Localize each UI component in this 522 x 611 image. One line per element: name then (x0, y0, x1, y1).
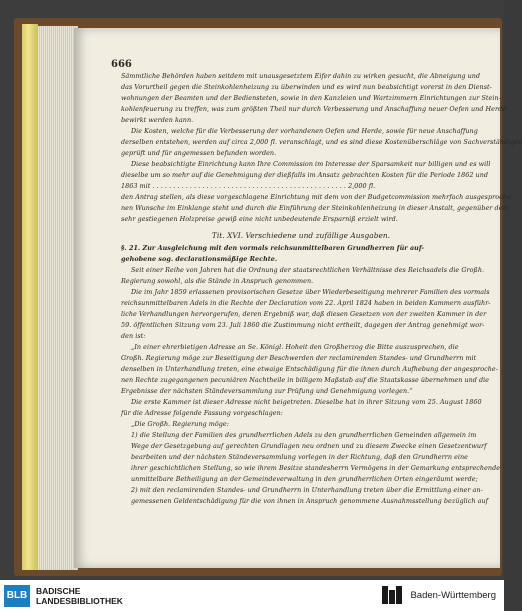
text-line: 1) die Stellung der Familien des grundherrlichen Adels zu den grundherrlichen Gemeinden allgemein im (131, 431, 477, 439)
blb-logo[interactable]: BLB (4, 585, 30, 607)
text-line: Sämmtliche Behörden haben seitdem mit unausgesetztem Eifer dahin zu wirken gesucht, die Abneigung und (121, 72, 481, 80)
document-page (74, 28, 522, 568)
bw-crest-icon (382, 586, 404, 604)
text-line: ihrer geschichtlichen Stellung, so wie ihrem Besitze standesherrn Vermögens in der Gemarkung entsprechende (131, 464, 501, 472)
text-line: sehr gestiegenen Holzpreise gewiß eine nicht unbedeutende Ersparniß erzielt wird. (121, 215, 398, 223)
text-line: für die Adresse folgende Fassung vorgeschlagen: (121, 409, 284, 417)
text-line: bewirkt werden kann. (121, 116, 194, 124)
text-line: 59. öffentlichen Sitzung vom 23. Juli 1860 die Zustimmung nicht ertheilt, dagegen der Antrag genehmigt wor- (121, 321, 485, 329)
text-line: Tit. XVI. Verschiedene und zufällige Ausgaben. (211, 231, 391, 240)
text-line: das Vorurtheil gegen die Steinkohlenheizung zu überwinden und es wird nun beabsichtigt vorerst in den Dienst- (121, 83, 492, 91)
text-line: gemessenen Geldentschädigung für die von ihnen in Anspruch genommene Ausnahmsstellung bezüglich auf (131, 497, 489, 505)
text-line: geprüft und für angemessen befunden worden. (121, 149, 277, 157)
text-line: Die Kosten, welche für die Verbesserung der vorhandenen Oefen und Herde, sowie für neue Anschaffung (131, 127, 478, 135)
text-line: denselben in Unterhandlung treten, eine etwaige Entschädigung für die ihnen durch Aufhebung der angesproche- (121, 365, 498, 373)
text-line: den ist: (121, 332, 146, 340)
text-line: „Die Großh. Regierung möge: (131, 420, 229, 428)
blb-library-name[interactable] (36, 586, 123, 606)
text-line: wohnungen der Beamten und der Bediensteten, sowie in den Kanzleien und Wartzimmern Einrichtungen zur Stein- (121, 94, 501, 102)
text-line: derselben entstehen, werden auf circa 2,000 fl. veranschlagt, und es sind diese Kostenüberschläge von Sachverständigen (121, 138, 522, 146)
blb-name-line1: BADISCHE (36, 585, 81, 596)
text-line: Seit einer Reihe von Jahren hat die Ordnung der staatsrechtlichen Verhältnisse des Reichsadels die Großh. (131, 266, 485, 274)
page-stack (38, 26, 78, 570)
text-line: reichsunmittelbaren Adels in die Rechte der Declaration vom 22. April 1824 haben in beiden Kammern ausführ- (121, 299, 491, 307)
text-line: Die im Jahr 1859 erlassenen provisorischen Gesetze über Wiederbeseitigung mehrerer Familien des vormals (131, 288, 490, 296)
book-gilt-edge (22, 24, 38, 570)
text-line: bearbeiten und der nächsten Ständeversammlung vorlegen in der Richtung, daß den Grundherrn eine (131, 453, 469, 461)
text-line: Die erste Kammer ist dieser Adresse nicht beigetreten. Dieselbe hat in ihrer Sitzung vom 25. August 1860 (131, 398, 482, 406)
bw-branding[interactable] (382, 586, 496, 604)
text-line: dieselbe um so mehr auf die Genehmigung der dießfalls im Ansatz gebrachten Kosten für die Periode 1862 und (121, 171, 489, 179)
text-line: 1863 mit . . . . . . . . . . . . . . . . . . . . . . . . . . . . . . . . . . . . . . . . . . . . . . . 2,000 fl. (121, 182, 376, 190)
text-line: Diese beabsichtigte Einrichtung kann Ihre Commission im Interesse der Sparsamkeit nur billigen und es will (131, 160, 491, 168)
text-line: 2) mit den reclamirenden Standes- und Grundherrn in Unterhandlung treten über die Ermittlung einer an- (131, 486, 483, 494)
text-line: nen Wunsche im Einklange steht und durch die Einführung der Steinkohlenheizung in dieser Anstalt, gegenüber dem (121, 204, 509, 212)
text-line: kohlenfeuerung zu treffen, was zum größten Theil nur durch Verbesserung und Anschaffung neuer Oefen und Herde (121, 105, 507, 113)
text-line: „In einer ehrerbietigen Adresse an Se. Königl. Hoheit den Großherzog die Bitte auszusprechen, die (131, 343, 459, 351)
text-line: Großh. Regierung möge zur Beseitigung der Beschwerden der reclamirenden Standes- und Grundherrn mit (121, 354, 477, 362)
footer-bar (0, 580, 504, 611)
page-text-body (121, 71, 522, 507)
page-number: 666 (111, 59, 132, 70)
text-line: nen Rechte zugegangenen pecuniären Nachtheile in billigem Maßstab auf die Staatskasse übernehmen und die (121, 376, 490, 384)
text-line: Ergebnisse der nächsten Ständeversammlung zur Prüfung und Genehmigung vorlegen.“ (121, 387, 413, 395)
text-line: Regierung sowohl, als die Stände in Anspruch genommen. (121, 277, 314, 285)
text-line: §. 21. Zur Ausgleichung mit den vormals reichsunmittelbaren Grundherren für auf- (121, 244, 425, 252)
blb-name-line2: LANDESBIBLIOTHEK (36, 595, 123, 606)
text-line: Wege der Gesetzgebung auf gerechten Grundlagen neu ordnen und zu diesem Zwecke einen Gesetzentwurf (131, 442, 487, 450)
text-line: den Antrag stellen, als diese vorgeschlagene Einrichtung mit dem von der Budgetcommission mehrfach ausgesproche- (121, 193, 513, 201)
bw-state-name: Baden-Württemberg (410, 589, 496, 601)
text-line: gehobene sog. declarationsmäßige Rechte. (121, 255, 278, 263)
text-line: liche Verhandlungen hervorgerufen, deren Ergebniß war, daß diesen Gesetzen von der zweiten Kammer in der (121, 310, 487, 318)
text-line: unmittelbare Betheiligung an der Gemeindeverwaltung in den grundherrlichen Orten eingeräumt werde; (131, 475, 478, 483)
